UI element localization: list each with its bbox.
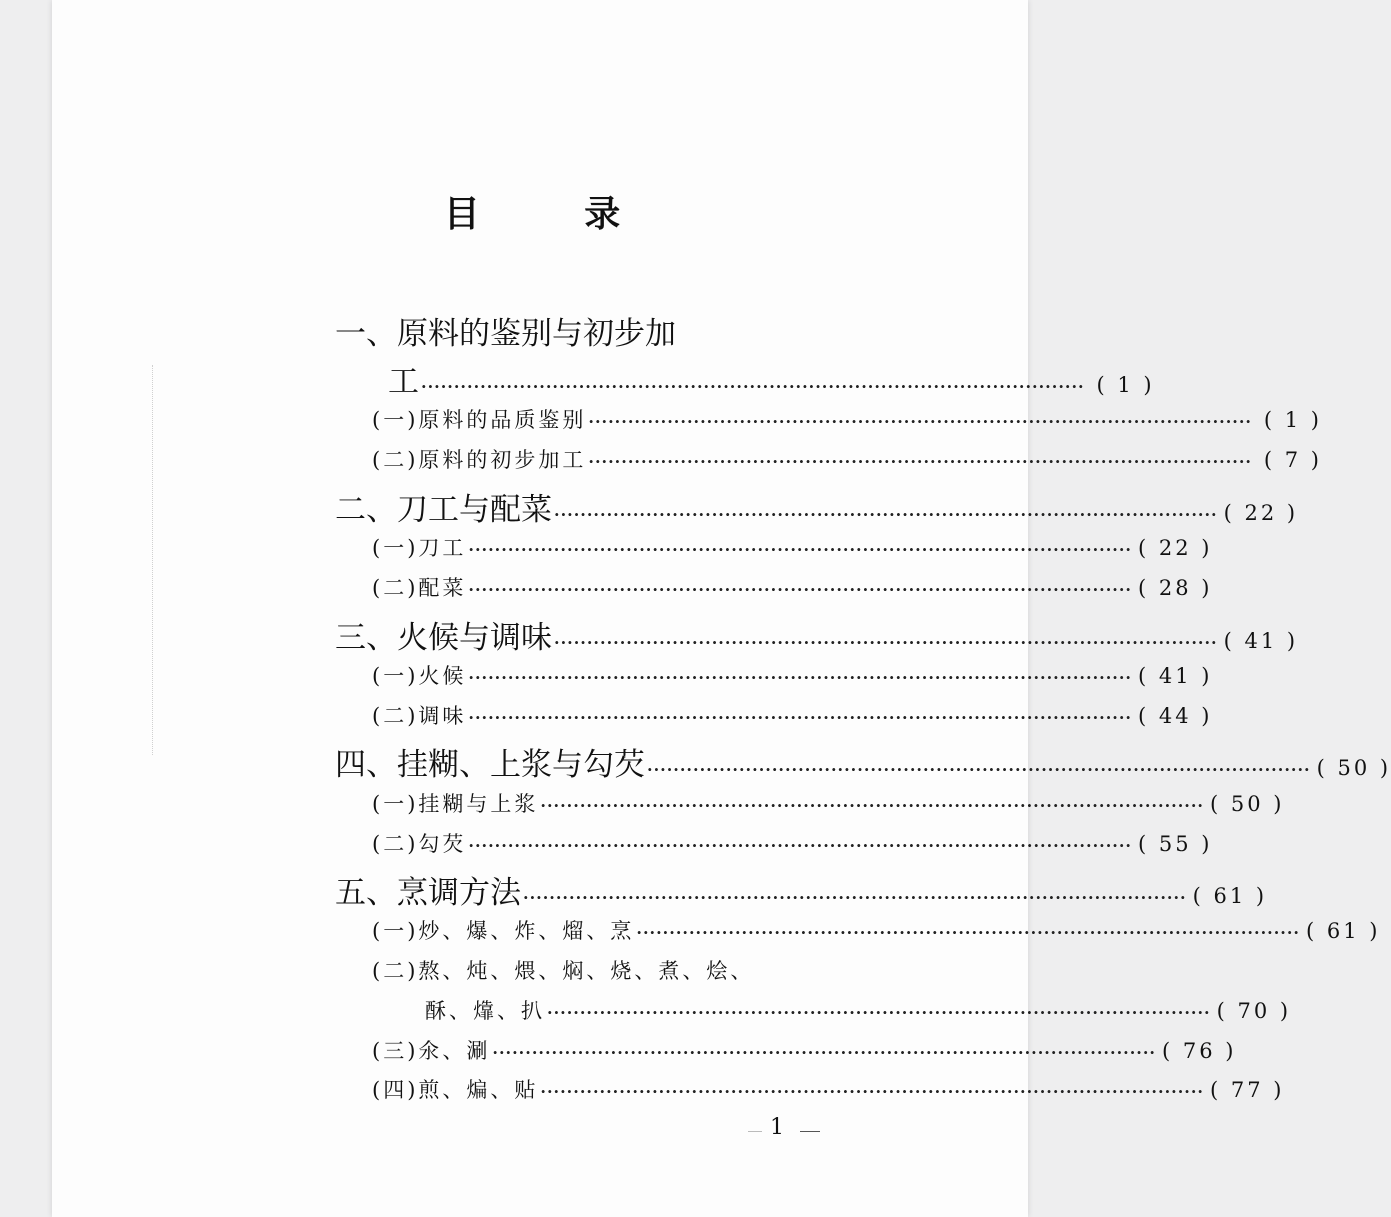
toc-page-number: ( 22 ) [1223, 501, 1299, 525]
toc-section-label: (一)刀工 [372, 536, 467, 560]
dot-leader: ····································································································· [468, 580, 1132, 599]
toc-page-number: ( 28 ) [1138, 576, 1213, 600]
dot-leader: ····································································································· [540, 796, 1204, 815]
toc-section-label: (二)配菜 [372, 576, 467, 600]
toc-page-number: ( 1 ) [1096, 373, 1155, 397]
dot-leader: ····································································································· [554, 505, 1218, 524]
toc-chapter-1-label-line1: 一、原料的鉴别与初步加 [335, 316, 676, 352]
toc-page-number: ( 50 ) [1210, 792, 1285, 816]
toc-section[interactable] [372, 1035, 1237, 1065]
toc-page-number: ( 41 ) [1223, 629, 1299, 653]
toc-section[interactable] [425, 995, 1292, 1025]
toc-page-number: ( 41 ) [1138, 664, 1213, 688]
toc-page-number: ( 44 ) [1138, 704, 1213, 728]
toc-chapter-3[interactable] [335, 612, 1299, 657]
dot-leader: ····································································································· [588, 412, 1252, 431]
toc-section[interactable] [372, 828, 1213, 858]
toc-page-number: ( 61 ) [1306, 919, 1381, 943]
toc-page-number: ( 77 ) [1210, 1078, 1285, 1102]
toc-section[interactable] [372, 660, 1213, 690]
toc-section-label: (一)挂糊与上浆 [372, 792, 539, 816]
dot-leader: ····································································································· [540, 1082, 1204, 1101]
dot-leader: ····································································································· [588, 452, 1252, 471]
toc-section[interactable] [372, 1074, 1285, 1104]
toc-page-number: ( 61 ) [1192, 884, 1268, 908]
footer-page-number: 1 [770, 1115, 784, 1140]
toc-section[interactable] [372, 700, 1213, 730]
toc-section-label-line1: (二)熬、炖、煨、焖、烧、煮、烩、 [372, 959, 755, 983]
toc-chapter-1[interactable] [388, 356, 1155, 401]
footer-dash-left [748, 1131, 762, 1132]
toc-section[interactable] [372, 915, 1381, 945]
toc-section[interactable] [372, 532, 1213, 562]
toc-section-label: (四)煎、煸、贴 [372, 1078, 539, 1102]
toc-section-label: (二)原料的初步加工 [372, 448, 587, 472]
dot-leader: ····································································································· [523, 888, 1187, 907]
toc-section-label: (三)氽、涮 [372, 1039, 491, 1063]
toc-section-label: (二)勾芡 [372, 832, 467, 856]
dot-leader: ····································································································· [492, 1043, 1156, 1062]
dot-leader: ····································································································· [421, 377, 1085, 396]
page-title: 目 录 [443, 194, 667, 235]
binding-margin-marks [152, 365, 155, 755]
dot-leader: ····································································································· [468, 708, 1132, 727]
toc-chapter-5[interactable] [335, 867, 1268, 912]
toc-section-label: (一)火候 [372, 664, 467, 688]
toc-chapter-2[interactable] [335, 484, 1299, 529]
toc-section[interactable] [372, 788, 1285, 818]
toc-chapter-label: 四、挂糊、上浆与勾芡 [335, 747, 645, 783]
toc-chapter-label: 二、刀工与配菜 [335, 492, 552, 528]
toc-page-number: ( 22 ) [1138, 536, 1213, 560]
dot-leader: ····································································································· [547, 1003, 1211, 1022]
toc-chapter-4[interactable] [335, 739, 1391, 784]
toc-chapter-label: 三、火候与调味 [335, 620, 552, 656]
toc-page-number: ( 50 ) [1316, 756, 1391, 780]
footer-dash [800, 1131, 820, 1132]
toc-section[interactable] [372, 444, 1322, 474]
dot-leader: ····································································································· [647, 760, 1311, 779]
toc-chapter-label: 五、烹调方法 [335, 875, 521, 911]
toc-section-label: 酥、㸆、扒 [425, 999, 545, 1023]
dot-leader: ····································································································· [468, 668, 1132, 687]
toc-section[interactable] [372, 572, 1213, 602]
dot-leader: ····································································································· [636, 923, 1300, 942]
toc-section-label: (一)原料的品质鉴别 [372, 408, 587, 432]
toc-page-number: ( 7 ) [1263, 448, 1322, 472]
dot-leader: ····································································································· [468, 836, 1132, 855]
toc-section-label: (一)炒、爆、炸、熘、烹 [372, 919, 635, 943]
dot-leader: ····································································································· [554, 633, 1218, 652]
toc-section[interactable] [372, 404, 1322, 434]
dot-leader: ····································································································· [468, 540, 1132, 559]
toc-page-number: ( 55 ) [1138, 832, 1213, 856]
toc-page-number: ( 1 ) [1263, 408, 1322, 432]
toc-page-number: ( 70 ) [1216, 999, 1292, 1023]
toc-page-number: ( 76 ) [1162, 1039, 1237, 1063]
toc-section-label: (二)调味 [372, 704, 467, 728]
toc-chapter-label: 工 [388, 364, 419, 400]
